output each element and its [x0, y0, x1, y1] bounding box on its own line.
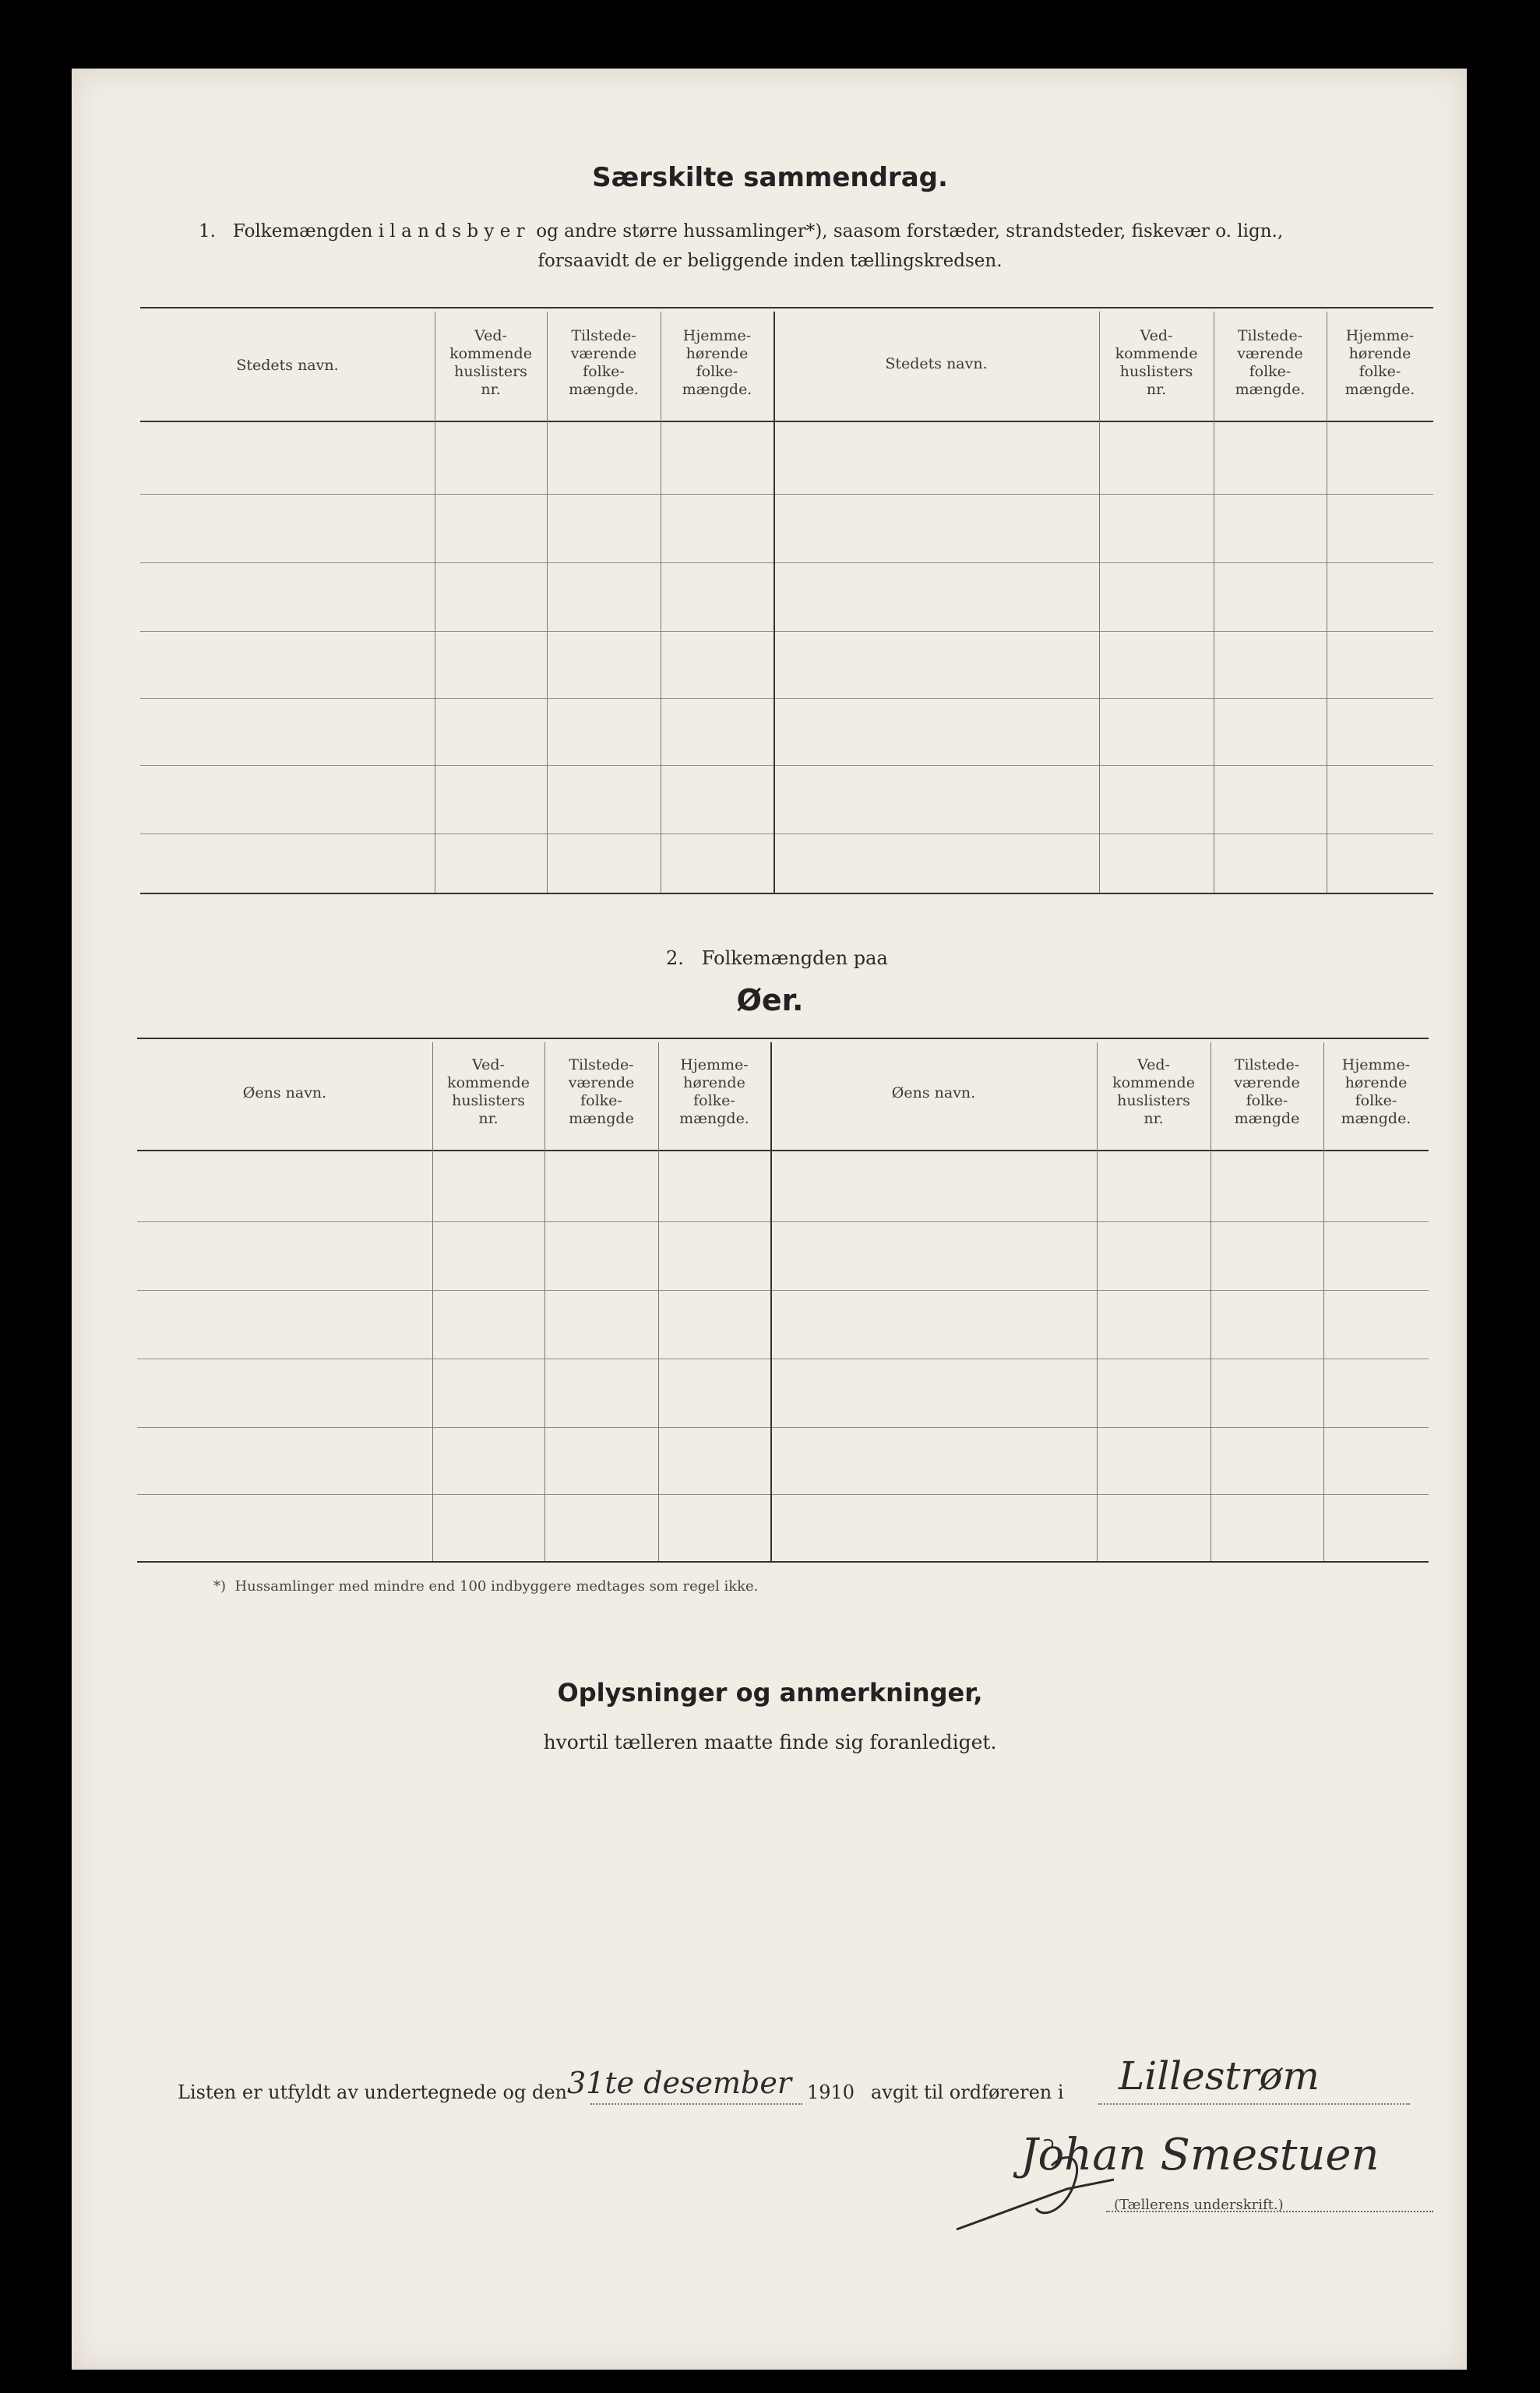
table2-header-husliste-left: Ved- kommende huslisters nr. — [447, 1056, 530, 1127]
table2-header-husliste-right: Ved- kommende huslisters nr. — [1112, 1056, 1195, 1127]
census-form-page — [72, 69, 1467, 2370]
section2-text: 2. Folkemængden paa — [666, 947, 888, 969]
table2-header-tilstede-right: Tilstede- værende folke- mængde — [1234, 1056, 1300, 1127]
table1-header-hjemme-left: Hjemme- hørende folke- mængde. — [682, 327, 752, 398]
signature-prefix: Listen er utfyldt av undertegnede og den — [178, 2081, 568, 2103]
remarks-title: Oplysninger og anmerkninger, — [557, 1678, 983, 1708]
table2-header-hjemme-right: Hjemme- hørende folke- mængde. — [1341, 1056, 1411, 1127]
section2-heading: Øer. — [736, 983, 804, 1017]
handwritten-place: Lillestrøm — [1119, 2053, 1320, 2099]
table2-header-oens-navn-right: Øens navn. — [891, 1084, 976, 1101]
footnote: *) Hussamlinger med mindre end 100 indbyggere medtages som regel ikke. — [213, 1578, 759, 1595]
page-title: Særskilte sammendrag. — [592, 162, 948, 193]
table1-header-stedets-navn-left: Stedets navn. — [236, 357, 339, 374]
signature-middle: avgit til ordføreren i — [871, 2081, 1064, 2103]
section1-text-line1: 1. Folkemængden i l a n d s b y e r og andre større hussamlinger*), saasom forstæder, strandsteder, fiskevær o. lign., — [199, 221, 1284, 241]
table2-header-oens-navn-left: Øens navn. — [242, 1084, 327, 1101]
table2-header-hjemme-left: Hjemme- hørende folke- mængde. — [679, 1056, 749, 1127]
table1-header-tilstede-left: Tilstede- værende folke- mængde. — [569, 327, 639, 398]
handwritten-signer: Johan Smestuen — [1020, 2130, 1380, 2180]
table1-header-hjemme-right: Hjemme- hørende folke- mængde. — [1344, 327, 1415, 398]
signature-year: 1910 — [807, 2081, 855, 2103]
handwritten-date: 31te desember — [567, 2066, 792, 2100]
table1-header-husliste-left: Ved- kommende huslisters nr. — [449, 327, 532, 398]
section1-text-line2: forsaavidt de er beliggende inden tællingskredsen. — [537, 251, 1003, 271]
table1-header-stedets-navn-right: Stedets navn. — [885, 355, 988, 372]
signature-caption: (Tællerens underskrift.) — [1114, 2197, 1284, 2213]
signature-flourish — [950, 2134, 1457, 2236]
table1-header-husliste-right: Ved- kommende huslisters nr. — [1115, 327, 1198, 398]
table1-header-tilstede-right: Tilstede- værende folke- mængde. — [1235, 327, 1306, 398]
remarks-subtitle: hvortil tælleren maatte finde sig foranlediget. — [543, 1731, 997, 1753]
table2-header-tilstede-left: Tilstede- værende folke- mængde — [568, 1056, 635, 1127]
